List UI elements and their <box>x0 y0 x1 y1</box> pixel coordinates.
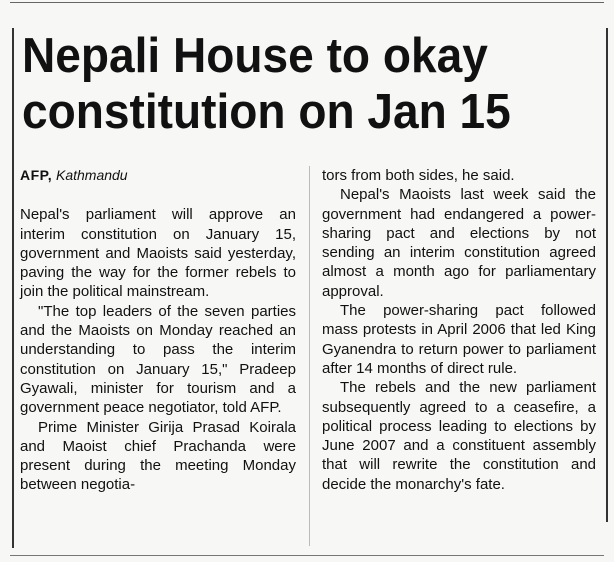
article-paragraph: tors from both sides, he said. <box>322 167 515 184</box>
article-paragraph: Nepal's parliament will approve an interim constitution on January 15, government and Maoists said yesterday, paving the way for the former rebels to join the political mainstream. <box>20 206 296 301</box>
byline <box>20 166 296 185</box>
byline-agency: AFP, <box>20 167 53 183</box>
byline-place: Kathmandu <box>55 167 128 183</box>
article-paragraph: Prime Minister Girija Prasad Koirala and Maoist chief Prachanda were present during the meeting Monday between negotia- <box>20 418 296 494</box>
column-divider <box>309 166 310 546</box>
article-column-left <box>20 166 296 495</box>
page-frame-bottom <box>10 555 604 556</box>
page-frame-right <box>606 28 608 522</box>
article-headline: Nepali House to okay constitution on Jan 15 <box>22 29 511 139</box>
page-frame-left <box>12 28 14 548</box>
article-paragraph: "The top leaders of the seven parties and the Maoists on Monday reached an understanding to pass the interim constitution on January 15," Pradeep Gyawali, minister for tourism and a government peace negotiator, told AFP. <box>20 302 296 417</box>
article-paragraph: The rebels and the new parliament subsequently agreed to a ceasefire, a political process leading to elections by June 2007 and a constituent assembly that will rewrite the constitution and decide the monarchy's fate. <box>322 379 596 493</box>
article-paragraph: The power-sharing pact followed mass protests in April 2006 that led King Gyanendra to return power to parliament after 14 months of direct rule. <box>322 302 596 377</box>
article-column-right <box>322 166 596 494</box>
article-paragraph: Nepal's Maoists last week said the government had endangered a power-sharing pact and elections by not sending an interim constitution agreed almost a month ago for parliamentary approval. <box>322 186 596 300</box>
page-frame-top <box>10 2 604 3</box>
